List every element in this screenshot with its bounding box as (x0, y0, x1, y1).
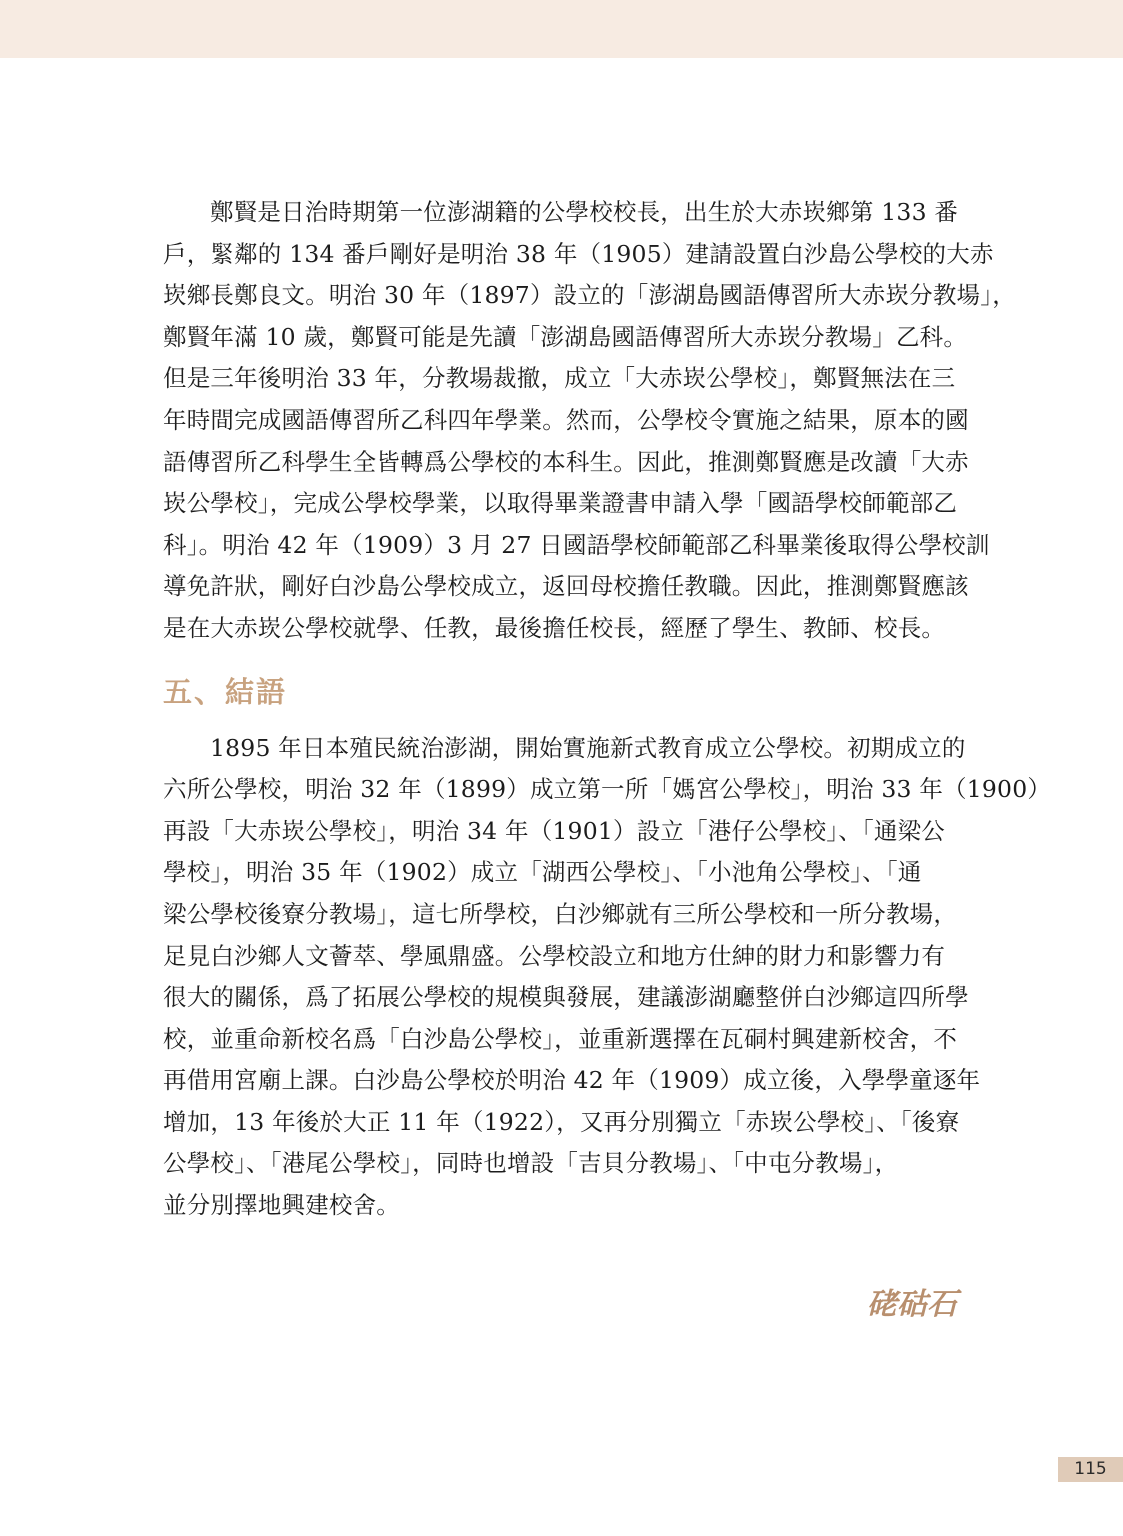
page-number: 115 (1058, 1457, 1123, 1482)
text-line: 崁公學校」，完成公學校學業，以取得畢業證書申請入學「國語學校師範部乙 (163, 489, 958, 518)
publication-logo-text: 硓𥑮石 (867, 1287, 957, 1322)
text-line: 學校」，明治 35 年（1902）成立「湖西公學校」、「小池角公學校」、「通 (163, 858, 922, 887)
text-line: 並分別擇地興建校舍。 (163, 1191, 400, 1220)
text-line: 足見白沙鄉人文薈萃、學風鼎盛。公學校設立和地方仕紳的財力和影響力有 (163, 941, 946, 970)
text-line: 鄭賢是日治時期第一位澎湖籍的公學校校長，出生於大赤崁鄉第 133 番 (210, 198, 959, 226)
text-line: 科」。明治 42 年（1909）3 月 27 日國語學校師範部乙科畢業後取得公學校訓 (163, 530, 990, 559)
text-line: 很大的關係，爲了拓展公學校的規模與發展，建議澎湖廳整併白沙鄉這四所學 (163, 983, 969, 1012)
text-line: 增加，13 年後於大正 11 年（1922），又再分別獨立「赤崁公學校」、「後寮 (163, 1107, 960, 1136)
text-line: 再借用宮廟上課。白沙島公學校於明治 42 年（1909）成立後，入學學童逐年 (163, 1066, 981, 1095)
text-line: 是在大赤崁公學校就學、任教，最後擔任校長，經歷了學生、教師、校長。 (163, 613, 946, 642)
text-line: 六所公學校，明治 32 年（1899）成立第一所「媽宮公學校」，明治 33 年（1900） (163, 775, 1052, 804)
publication-logo (862, 1278, 962, 1328)
text-line: 年時間完成國語傳習所乙科四年學業。然而，公學校令實施之結果，原本的國 (163, 405, 969, 434)
text-line: 崁鄉長鄭良文。明治 30 年（1897）設立的「澎湖島國語傳習所大赤崁分教場」， (163, 281, 1016, 310)
page-content (163, 192, 1052, 1227)
section-heading-conclusion: 五、結語 (163, 674, 288, 709)
text-line: 再設「大赤崁公學校」，明治 34 年（1901）設立「港仔公學校」、「通梁公 (163, 816, 945, 845)
text-line: 鄭賢年滿 10 歲，鄭賢可能是先讀「澎湖島國語傳習所大赤崁分教場」乙科。 (163, 322, 968, 351)
text-line: 校，並重命新校名爲「白沙島公學校」，並重新選擇在瓦硐村興建新校舍，不 (163, 1024, 958, 1053)
text-line: 語傳習所乙科學生全皆轉爲公學校的本科生。因此，推測鄭賢應是改讀「大赤 (163, 447, 969, 476)
text-line: 梁公學校後寮分教場」，這七所學校，白沙鄉就有三所公學校和一所分教場， (163, 899, 958, 928)
text-line: 導免許狀，剛好白沙島公學校成立，返回母校擔任教職。因此，推測鄭賢應該 (163, 572, 969, 601)
text-line: 公學校」、「港尾公學校」，同時也增設「吉貝分教場」、「中屯分教場」， (163, 1149, 899, 1178)
paragraph-conclusion (163, 728, 1052, 1227)
paragraph-zheng-xian (163, 192, 1016, 650)
text-line: 1895 年日本殖民統治澎湖，開始實施新式教育成立公學校。初期成立的 (210, 733, 966, 762)
text-line: 但是三年後明治 33 年，分教場裁撤，成立「大赤崁公學校」，鄭賢無法在三 (163, 364, 956, 393)
top-color-band (0, 0, 1123, 58)
text-line: 戶，緊鄰的 134 番戶剛好是明治 38 年（1905）建請設置白沙島公學校的大赤 (163, 239, 994, 268)
